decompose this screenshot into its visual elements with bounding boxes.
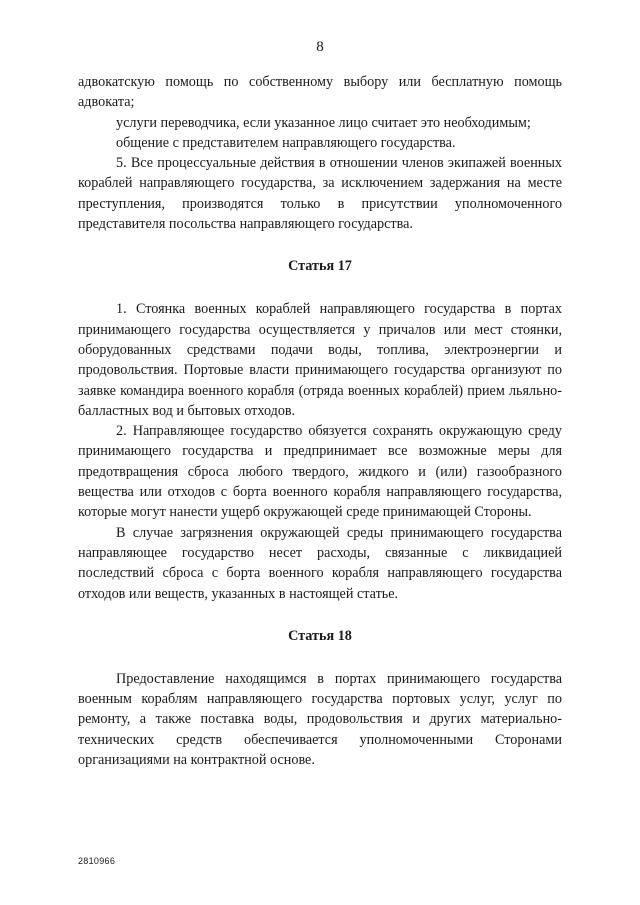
article-17-paragraph-3: В случае загрязнения окружающей среды принимающего государства направляющее государство несет расходы, связанные с ликвидацией последствий сброса с борта военного корабля направляющего государства отходов или веществ, указанных в настоящей статье. [78, 524, 562, 602]
document-body [78, 72, 562, 770]
page-number: 8 [316, 39, 324, 55]
article-17-paragraph-1: 1. Стоянка военных кораблей направляющего государства в портах принимающего государства осуществляется у причалов или мест стоянки, оборудованных средствами подачи воды, топлива, электроэнергии и продовольствия. Портовые власти принимающего государства организуют по заявке командира военного корабля (отряда военных кораблей) прием льяльно-балластных вод и бытовых отходов. [78, 301, 562, 419]
article-17-heading: Статья 17 [288, 258, 352, 275]
article-17-paragraph-2: 2. Направляющее государство обязуется сохранять окружающую среду принимающего государства и предпринимает все возможные меры для предотвращения сброса любого твердого, жидкого и (или) газообразного вещества или отходов с борта военного корабля направляющего государства, которые могут нанести ущерб окружающей среде принимающей Стороны. [78, 423, 562, 521]
article-18-heading: Статья 18 [288, 627, 352, 644]
paragraph-procedural-actions: 5. Все процессуальные действия в отношении членов экипажей военных кораблей направляющего государства, за исключением задержания на месте преступления, производятся только в присутствии уполномоченного представителя посольства направляющего государства. [78, 155, 562, 233]
paragraph-representative: общение с представителем направляющего государства. [116, 134, 456, 151]
paragraph-interpreter: услуги переводчика, если указанное лицо считает это необходимым; [116, 114, 531, 131]
paragraph-advocate-help: адвокатскую помощь по собственному выбору или бесплатную помощь адвоката; [78, 74, 562, 111]
article-18-paragraph-1: Предоставление находящимся в портах принимающего государства военным кораблям направляющего государства портовых услуг, услуг по ремонту, а также поставка воды, продовольствия и других материально-технических средств обеспечивается уполномоченными Сторонами организациями на контрактной основе. [78, 670, 562, 769]
document-footer-code: 2810966 [78, 856, 116, 866]
